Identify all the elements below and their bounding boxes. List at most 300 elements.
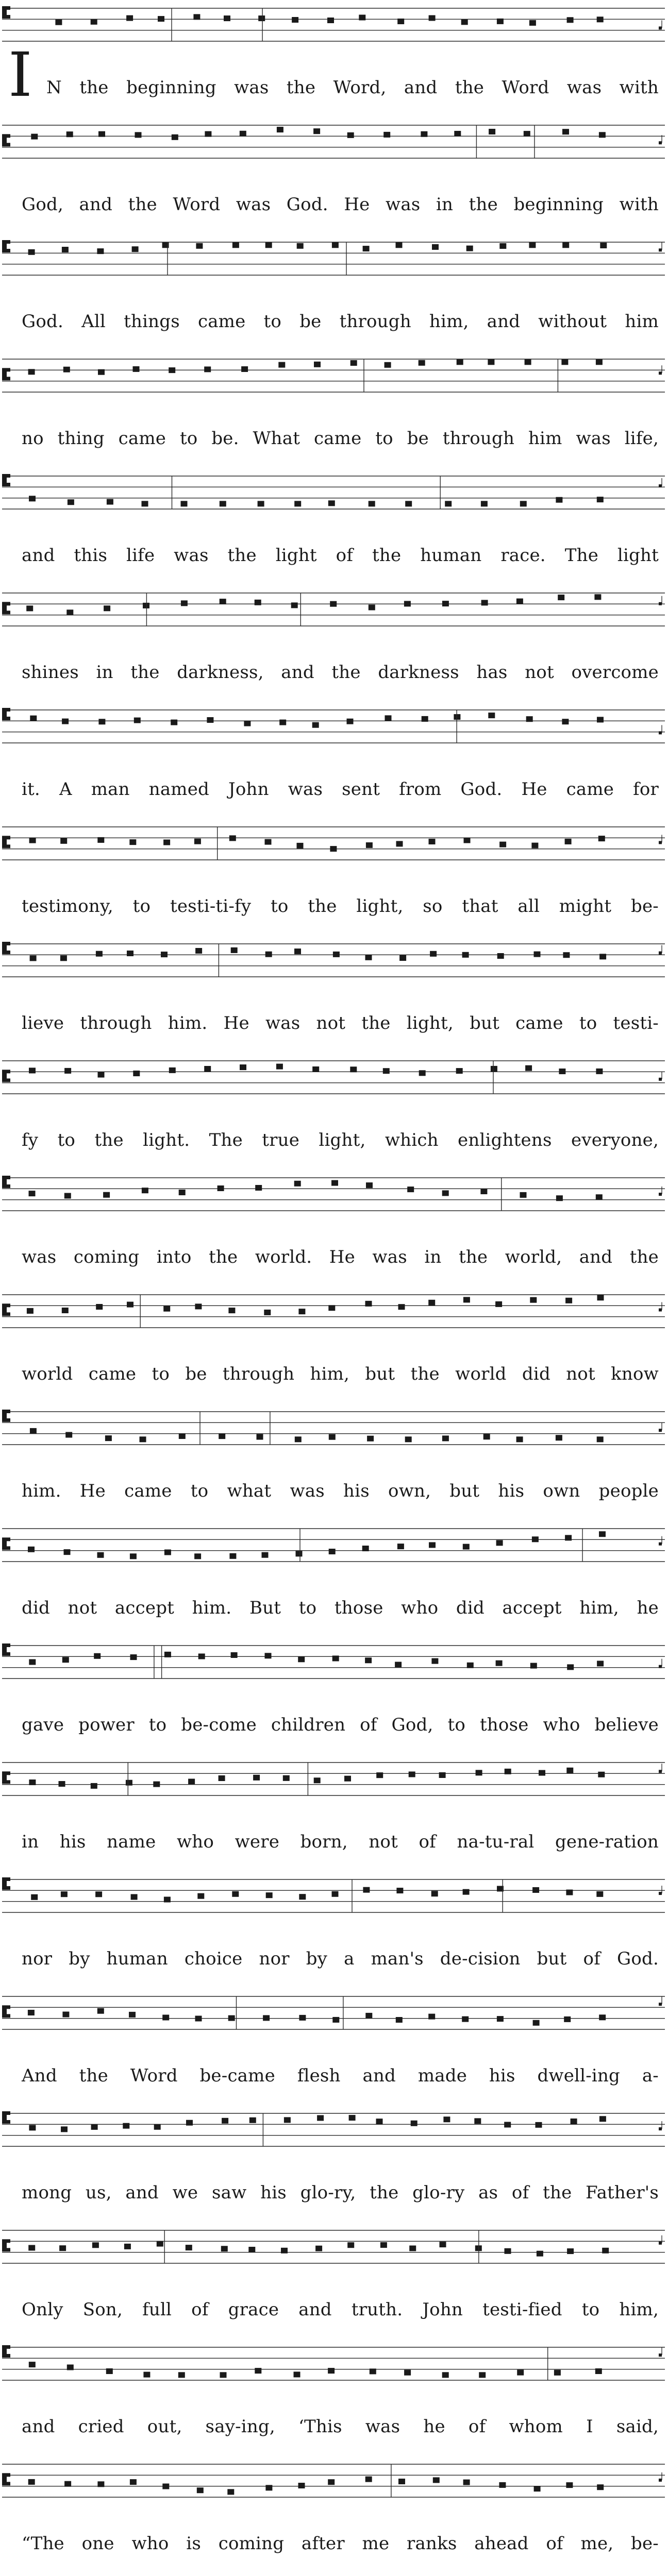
neume-note bbox=[229, 835, 236, 841]
drop-cap-initial: I bbox=[8, 39, 32, 110]
neume-note bbox=[597, 1436, 604, 1442]
neume-note bbox=[454, 714, 460, 720]
staff-lines bbox=[0, 590, 668, 635]
neume-note bbox=[328, 1305, 335, 1311]
neume-note bbox=[505, 1769, 511, 1774]
neume-note bbox=[562, 129, 569, 134]
chant-system bbox=[0, 1876, 668, 1979]
c-clef-icon bbox=[2, 1070, 10, 1082]
chant-system bbox=[0, 941, 668, 1044]
neume-note bbox=[597, 16, 604, 22]
neume-note bbox=[231, 947, 238, 953]
chant-system bbox=[0, 2461, 668, 2564]
neume-note bbox=[328, 500, 335, 506]
neume-note bbox=[67, 2365, 74, 2370]
neume-note bbox=[489, 129, 495, 134]
neume-note bbox=[428, 2014, 435, 2020]
neume-note bbox=[169, 367, 175, 373]
neume-note bbox=[496, 1540, 503, 1546]
lyric-line: gave power to be-come children of God, to those who believe bbox=[22, 1715, 659, 1735]
staff-lines bbox=[0, 2110, 668, 2156]
c-clef-icon bbox=[2, 602, 10, 614]
neume-note bbox=[140, 1436, 146, 1442]
neume-note bbox=[429, 15, 436, 21]
neume-note bbox=[31, 1894, 38, 1900]
custos-guide bbox=[659, 1429, 662, 1432]
neume-note bbox=[296, 1551, 303, 1556]
neume-note bbox=[130, 1654, 137, 1660]
neume-note bbox=[133, 366, 140, 372]
neume-note bbox=[456, 1068, 463, 1074]
neume-note bbox=[433, 2477, 440, 2483]
neume-note bbox=[439, 1772, 446, 1778]
neume-note bbox=[162, 2015, 169, 2021]
neume-note bbox=[363, 1887, 370, 1893]
neume-note bbox=[565, 1535, 572, 1540]
neume-note bbox=[596, 1891, 603, 1897]
neume-note bbox=[432, 244, 439, 250]
lyric-line: and cried out, say-ing, ‘This was he of whom I said, bbox=[22, 2416, 659, 2437]
neume-note bbox=[229, 1553, 236, 1559]
neume-note bbox=[62, 247, 69, 252]
neume-note bbox=[520, 501, 527, 506]
neume-note bbox=[186, 2120, 193, 2126]
neume-note bbox=[220, 2372, 227, 2378]
neume-note bbox=[64, 1193, 71, 1199]
neume-note bbox=[162, 2484, 169, 2489]
neume-note bbox=[380, 2242, 387, 2248]
neume-note bbox=[265, 242, 272, 248]
neume-note bbox=[315, 2246, 322, 2251]
neume-note bbox=[599, 1531, 606, 1537]
chant-system bbox=[0, 1759, 668, 1862]
neume-note bbox=[291, 602, 298, 608]
neume-note bbox=[480, 1189, 487, 1194]
c-clef-icon bbox=[2, 2473, 10, 2485]
neume-note bbox=[129, 2012, 136, 2018]
neume-note bbox=[599, 132, 606, 138]
neume-note bbox=[105, 1435, 112, 1441]
chant-system bbox=[0, 707, 668, 810]
neume-note bbox=[68, 499, 74, 505]
neume-note bbox=[419, 1070, 426, 1076]
neume-note bbox=[294, 501, 301, 506]
neume-note bbox=[62, 1308, 69, 1313]
custos-guide bbox=[659, 141, 662, 144]
neume-note bbox=[222, 2118, 228, 2124]
neume-note bbox=[422, 716, 428, 722]
chant-system bbox=[0, 239, 668, 342]
neume-note bbox=[488, 713, 495, 718]
neume-note bbox=[294, 2371, 300, 2377]
neume-note bbox=[559, 1069, 565, 1074]
custos-guide bbox=[659, 1892, 662, 1895]
neume-note bbox=[298, 1309, 305, 1314]
neume-note bbox=[29, 838, 36, 843]
neume-note bbox=[169, 1067, 176, 1073]
chant-system bbox=[0, 824, 668, 927]
neume-note bbox=[595, 2368, 602, 2374]
neume-note bbox=[106, 2368, 113, 2374]
neume-note bbox=[26, 605, 33, 611]
staff-lines bbox=[0, 1175, 668, 1220]
custos-guide bbox=[659, 952, 662, 955]
neume-note bbox=[405, 1436, 412, 1442]
neume-note bbox=[481, 501, 488, 506]
neume-note bbox=[264, 1310, 271, 1315]
neume-note bbox=[366, 842, 373, 848]
neume-note bbox=[30, 955, 37, 961]
neume-note bbox=[277, 127, 283, 132]
neume-note bbox=[97, 837, 104, 843]
neume-note bbox=[312, 722, 319, 728]
neume-note bbox=[255, 2368, 261, 2374]
c-clef-icon bbox=[2, 368, 10, 380]
neume-note bbox=[554, 2370, 561, 2376]
neume-note bbox=[283, 1775, 290, 1781]
custos-guide bbox=[659, 841, 662, 844]
neume-note bbox=[28, 249, 35, 255]
neume-note bbox=[385, 362, 391, 368]
neume-note bbox=[178, 2372, 185, 2378]
neume-note bbox=[499, 2482, 506, 2488]
neume-note bbox=[349, 2115, 356, 2121]
neume-note bbox=[596, 359, 603, 365]
chant-system bbox=[0, 1642, 668, 1745]
neume-note bbox=[443, 2116, 450, 2122]
neume-note bbox=[29, 2362, 36, 2367]
neume-note bbox=[599, 2116, 606, 2122]
neume-note bbox=[562, 242, 569, 248]
neume-note bbox=[132, 246, 139, 252]
neume-note bbox=[556, 1435, 562, 1440]
neume-note bbox=[347, 719, 354, 724]
neume-note bbox=[91, 1783, 97, 1789]
neume-note bbox=[594, 594, 601, 600]
neume-note bbox=[530, 1663, 537, 1669]
neume-note bbox=[98, 719, 105, 724]
neume-note bbox=[567, 1664, 574, 1670]
neume-note bbox=[598, 1772, 605, 1777]
neume-note bbox=[240, 131, 246, 137]
neume-note bbox=[397, 1544, 404, 1549]
neume-note bbox=[29, 1780, 36, 1785]
lyric-line: it. A man named John was sent from God. He came for bbox=[22, 779, 659, 800]
neume-note bbox=[220, 599, 226, 604]
neume-note bbox=[195, 2016, 202, 2022]
staff-lines bbox=[0, 2227, 668, 2273]
neume-note bbox=[330, 846, 337, 852]
neume-note bbox=[228, 2015, 235, 2021]
neume-note bbox=[248, 2247, 255, 2252]
neume-note bbox=[556, 497, 562, 503]
neume-note bbox=[466, 246, 473, 251]
neume-note bbox=[186, 2245, 192, 2250]
neume-note bbox=[265, 2485, 272, 2490]
neume-note bbox=[220, 501, 226, 506]
neume-note bbox=[313, 128, 320, 134]
neume-note bbox=[297, 243, 304, 249]
custos-guide bbox=[659, 371, 662, 375]
neume-note bbox=[457, 359, 463, 365]
lyric-line: testimony, to testi-ti-fy to the light, so that all might be- bbox=[22, 896, 659, 917]
c-clef-icon bbox=[2, 2005, 10, 2018]
neume-note bbox=[142, 1188, 148, 1193]
neume-note bbox=[363, 246, 370, 251]
neume-note bbox=[91, 2124, 98, 2130]
neume-note bbox=[565, 1298, 572, 1303]
neume-note bbox=[370, 2368, 376, 2374]
neume-note bbox=[27, 1308, 34, 1314]
lyric-line: and this life was the light of the human race. The light bbox=[22, 545, 659, 566]
neume-note bbox=[66, 609, 73, 615]
lyric-line: world came to be through him, but the world did not know bbox=[22, 1364, 659, 1384]
neume-note bbox=[464, 838, 471, 843]
neume-note bbox=[143, 2372, 150, 2378]
neume-note bbox=[66, 131, 73, 137]
neume-note bbox=[483, 1434, 490, 1439]
lyric-line: N the beginning was the Word, and the Word was with bbox=[46, 77, 659, 98]
c-clef-icon bbox=[2, 2111, 10, 2124]
neume-note bbox=[491, 1066, 497, 1072]
custos-guide bbox=[659, 1309, 662, 1312]
neume-note bbox=[524, 131, 530, 137]
neume-note bbox=[28, 2245, 35, 2251]
lyric-line: did not accept him. But to those who did accept him, he bbox=[22, 1598, 659, 1618]
neume-note bbox=[366, 1182, 373, 1188]
staff-lines bbox=[0, 5, 668, 50]
neume-note bbox=[103, 1192, 110, 1198]
neume-note bbox=[28, 369, 35, 375]
neume-note bbox=[59, 1781, 65, 1787]
neume-note bbox=[481, 600, 488, 605]
neume-note bbox=[60, 838, 67, 844]
neume-note bbox=[565, 839, 572, 844]
neume-note bbox=[127, 951, 133, 956]
custos-guide bbox=[659, 2242, 662, 2245]
neume-note bbox=[332, 1656, 339, 1662]
neume-note bbox=[532, 1887, 539, 1893]
neume-note bbox=[409, 2246, 416, 2251]
lyric-line: And the Word be-came flesh and made his dwell-ing a- bbox=[22, 2065, 659, 2086]
neume-note bbox=[411, 2121, 417, 2126]
neume-note bbox=[328, 2368, 335, 2374]
neume-note bbox=[332, 2017, 339, 2023]
neume-note bbox=[597, 497, 604, 502]
chant-system bbox=[0, 1526, 668, 1629]
neume-note bbox=[64, 2481, 71, 2487]
neume-note bbox=[516, 1436, 523, 1442]
lyric-line: God, and the Word was God. He was in the beginning with bbox=[22, 194, 659, 215]
staff-lines bbox=[0, 2461, 668, 2506]
lyric-line: shines in the darkness, and the darkness has not overcome bbox=[22, 662, 659, 683]
neume-note bbox=[497, 19, 504, 24]
c-clef-icon bbox=[2, 1303, 10, 1316]
staff-lines bbox=[0, 122, 668, 167]
neume-note bbox=[571, 2119, 577, 2124]
neume-note bbox=[127, 1302, 133, 1308]
neume-note bbox=[61, 2126, 68, 2132]
neume-note bbox=[126, 1780, 132, 1786]
lyric-line: “The one who is coming after me ranks ahead of me, be- bbox=[22, 2533, 659, 2554]
neume-note bbox=[442, 2372, 449, 2378]
neume-note bbox=[566, 2482, 573, 2488]
neume-note bbox=[294, 1181, 301, 1187]
neume-note bbox=[376, 2119, 383, 2124]
neume-note bbox=[255, 600, 261, 605]
neume-note bbox=[442, 601, 449, 606]
neume-note bbox=[499, 842, 506, 848]
staff-lines bbox=[0, 1642, 668, 1688]
neume-note bbox=[204, 366, 211, 372]
neume-note bbox=[135, 132, 142, 138]
neume-note bbox=[463, 2480, 470, 2485]
neume-note bbox=[131, 1894, 138, 1900]
chant-system bbox=[0, 1993, 668, 2096]
neume-note bbox=[419, 360, 425, 366]
neume-note bbox=[231, 1652, 238, 1658]
neume-note bbox=[219, 1433, 225, 1439]
neume-note bbox=[530, 1297, 537, 1303]
neume-note bbox=[596, 1194, 603, 1200]
neume-note bbox=[463, 1297, 470, 1302]
neume-note bbox=[130, 1553, 137, 1559]
neume-note bbox=[30, 1428, 37, 1434]
neume-note bbox=[445, 501, 452, 506]
neume-note bbox=[278, 362, 285, 368]
neume-note bbox=[224, 15, 230, 21]
neume-note bbox=[92, 2242, 99, 2248]
neume-note bbox=[350, 1066, 357, 1072]
neume-note bbox=[367, 1436, 374, 1442]
neume-note bbox=[195, 1303, 202, 1309]
neume-note bbox=[405, 501, 412, 506]
neume-note bbox=[228, 1308, 235, 1313]
neume-note bbox=[265, 952, 272, 957]
neume-note bbox=[98, 369, 105, 375]
neume-note bbox=[597, 2484, 604, 2490]
neume-note bbox=[396, 841, 403, 846]
neume-note bbox=[431, 1658, 438, 1664]
neume-note bbox=[369, 605, 375, 611]
neume-note bbox=[561, 359, 568, 365]
neume-note bbox=[327, 18, 334, 23]
staff-lines bbox=[0, 239, 668, 284]
neume-note bbox=[158, 16, 164, 22]
neume-note bbox=[91, 19, 97, 25]
neume-note bbox=[94, 1653, 101, 1659]
neume-note bbox=[196, 243, 203, 249]
neume-note bbox=[312, 1066, 319, 1072]
neume-note bbox=[298, 1656, 305, 1662]
c-clef-icon bbox=[2, 1537, 10, 1550]
neume-note bbox=[28, 1547, 35, 1552]
neume-note bbox=[461, 19, 468, 25]
neume-note bbox=[359, 15, 365, 21]
neume-note bbox=[55, 20, 62, 25]
staff-lines bbox=[0, 1993, 668, 2039]
neume-note bbox=[566, 1768, 573, 1773]
neume-note bbox=[244, 721, 250, 726]
custos-guide bbox=[659, 2127, 662, 2130]
neume-note bbox=[249, 2117, 256, 2123]
neume-note bbox=[566, 1890, 573, 1895]
neume-note bbox=[399, 955, 406, 961]
neume-note bbox=[294, 948, 301, 954]
neume-note bbox=[529, 242, 536, 248]
c-clef-icon bbox=[2, 1771, 10, 1784]
neume-note bbox=[153, 1782, 160, 1787]
neume-note bbox=[442, 1190, 449, 1196]
neume-note bbox=[29, 1067, 36, 1073]
chant-system bbox=[0, 590, 668, 693]
neume-note bbox=[536, 2122, 542, 2128]
neume-note bbox=[365, 1657, 372, 1663]
neume-note bbox=[396, 2017, 403, 2023]
neume-note bbox=[171, 720, 177, 725]
neume-note bbox=[362, 1546, 369, 1551]
neume-note bbox=[396, 242, 403, 248]
c-clef-icon bbox=[2, 2239, 10, 2251]
neume-note bbox=[365, 2013, 372, 2019]
neume-note bbox=[284, 2117, 291, 2123]
neume-note bbox=[497, 2016, 504, 2022]
staff-lines bbox=[0, 1409, 668, 1454]
neume-note bbox=[329, 1549, 336, 1554]
neume-note bbox=[143, 603, 149, 608]
neume-note bbox=[28, 2479, 35, 2485]
neume-note bbox=[198, 1654, 205, 1659]
neume-note bbox=[597, 1295, 604, 1300]
neume-note bbox=[520, 1192, 527, 1198]
neume-note bbox=[599, 954, 606, 959]
neume-note bbox=[181, 600, 188, 606]
staff-lines bbox=[0, 356, 668, 401]
neume-note bbox=[347, 2242, 354, 2248]
c-clef-icon bbox=[2, 1643, 10, 1656]
c-clef-icon bbox=[2, 1410, 10, 1422]
neume-note bbox=[207, 717, 213, 723]
neume-note bbox=[454, 131, 461, 137]
neume-note bbox=[529, 20, 536, 26]
custos-guide bbox=[659, 1543, 662, 1546]
neume-note bbox=[499, 243, 506, 249]
neume-note bbox=[265, 1653, 272, 1658]
neume-note bbox=[133, 1071, 140, 1076]
neume-note bbox=[172, 134, 178, 140]
staff-lines bbox=[0, 1058, 668, 1103]
neume-note bbox=[255, 1185, 262, 1191]
neume-note bbox=[431, 1891, 438, 1896]
neume-note bbox=[297, 843, 304, 849]
neume-note bbox=[129, 839, 136, 845]
neume-note bbox=[534, 2486, 541, 2492]
neume-note bbox=[124, 2244, 131, 2249]
neume-note bbox=[383, 1068, 390, 1074]
neume-note bbox=[154, 2124, 161, 2130]
neume-note bbox=[227, 2489, 234, 2495]
chant-system bbox=[0, 122, 668, 225]
neume-note bbox=[440, 2242, 446, 2247]
neume-note bbox=[333, 952, 340, 957]
lyric-line: mong us, and we saw his glo-ry, the glo-ry as of the Father's bbox=[22, 2182, 659, 2203]
neume-note bbox=[164, 1897, 171, 1903]
neume-note bbox=[279, 720, 286, 725]
neume-note bbox=[463, 1544, 470, 1550]
lyric-line: fy to the light. The true light, which enlightens everyone, bbox=[22, 1130, 659, 1150]
neume-note bbox=[276, 1064, 283, 1070]
neume-note bbox=[497, 953, 504, 959]
